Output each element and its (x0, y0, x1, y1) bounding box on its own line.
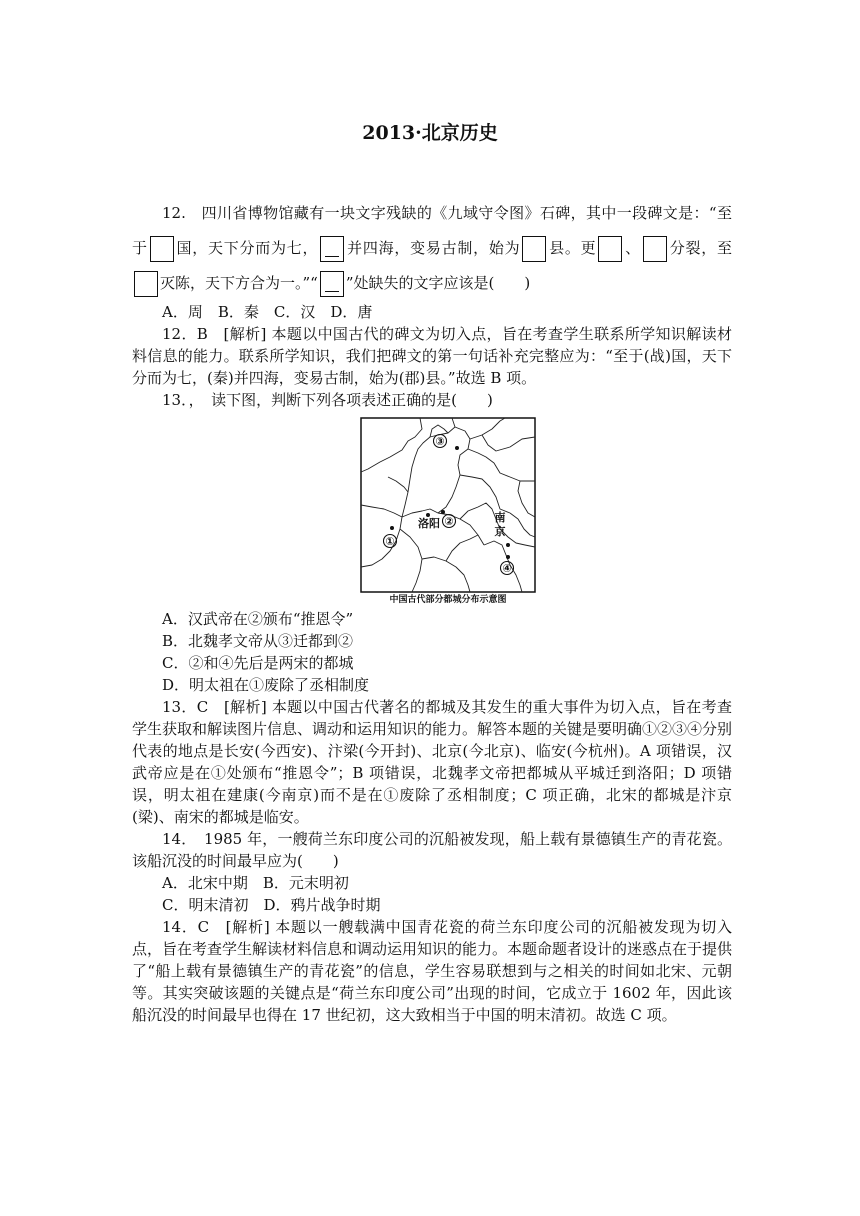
question-12-answer: 12．B [解析] 本题以中国古代的碑文为切入点，旨在考查学生联系所学知识解读材料信息的能力。联系所学知识，我们把碑文的第一句话补充完整应为：“至于(战)国，天下分而为七，(秦)并四海，变易古制，始为(郡)县。”故选 B 项。 (132, 325, 732, 387)
blank-box-underlined (320, 236, 344, 262)
question-12: 12. 四川省博物馆藏有一块文字残缺的《九域守令图》石碑，其中一段碑文是：“至于 国，天下分而为七， 并四海，变易古制，始为 县。更 、 分裂，至灭陈，天下方合为一。”“ ”处缺失的文字应该是( ) (132, 196, 732, 301)
blank-box (598, 236, 622, 262)
capital-map-figure (360, 417, 536, 606)
question-14-answer: 14．C [解析] 本题以一艘载满中国青花瓷的荷兰东印度公司的沉船被发现为切入点，旨在考查学生解读材料信息和调动运用知识的能力。本题命题者设计的迷惑点在于提供了“船上载有景德镇生产的青花瓷”的信息，学生容易联想到与之相关的时间如北宋、元朝等。其实突破该题的关键点是“荷兰东印度公司”出现的时间，它成立于 1602 年，因此该船沉没的时间最早也得在 17 世纪初，这大致相当于中国的明末清初。故选 C 项。 (132, 918, 733, 1024)
question-13-option-c: C．②和④先后是两宋的都城 (162, 654, 354, 672)
question-14-stem: 14． 1985 年，一艘荷兰东印度公司的沉船被发现，船上载有景德镇生产的青花瓷。该船沉没的时间最早应为( ) (132, 830, 732, 870)
blank-box (150, 236, 174, 262)
document-body (132, 196, 732, 1026)
blank-box (643, 236, 667, 262)
map-label-4: ④ (502, 562, 512, 575)
map-label-1: ③ (435, 435, 445, 448)
blank-box (134, 271, 158, 297)
question-14-options-ab: A．北宋中期 B．元末明初 (162, 874, 349, 892)
question-13-option-a: A．汉武帝在②颁布“推恩令” (162, 610, 354, 628)
map-label-nanjing-1: 南 (494, 511, 506, 524)
blank-box (522, 236, 546, 262)
question-13-option-d: D．明太祖在①废除了丞相制度 (162, 676, 370, 694)
map-label-2: ① (385, 535, 395, 548)
page-title: 2013·北京历史 (362, 122, 498, 144)
map-label-luoyang: 洛阳 (418, 517, 440, 530)
question-12-options: A．周 B．秦 C．汉 D．唐 (162, 303, 373, 321)
capital-map (360, 417, 536, 593)
question-13-stem: 13．， 读下图，判断下列各项表述正确的是( ) (162, 391, 493, 409)
blank-box-underlined (320, 271, 344, 297)
question-13-option-b: B．北魏孝文帝从③迁都到② (162, 632, 354, 650)
map-label-3: ② (444, 515, 454, 528)
map-caption: 中国古代部分都城分布示意图 (389, 595, 507, 605)
map-label-nanjing-2: 京 (494, 525, 506, 538)
question-number: 12. (162, 204, 186, 222)
question-13-answer: 13．C [解析] 本题以中国古代著名的都城及其发生的重大事件为切入点，旨在考查学生获取和解读图片信息、调动和运用知识的能力。解答本题的关键是要明确①②③④分别代表的地点是长安(今西安)、汴梁(今开封)、北京(今北京)、临安(今杭州)。A 项错误，汉武帝应是在①处颁布“推恩令”；B 项错误，北魏孝文帝把都城从平城迁到洛阳；D 项错误，明太祖在建康(今南京)而不是在①废除了丞相制度；C 项正确，北宋的都城是汴京(梁)、南宋的都城是临安。 (132, 698, 733, 826)
question-14-options-cd: C．明末清初 D．鸦片战争时期 (162, 896, 381, 914)
